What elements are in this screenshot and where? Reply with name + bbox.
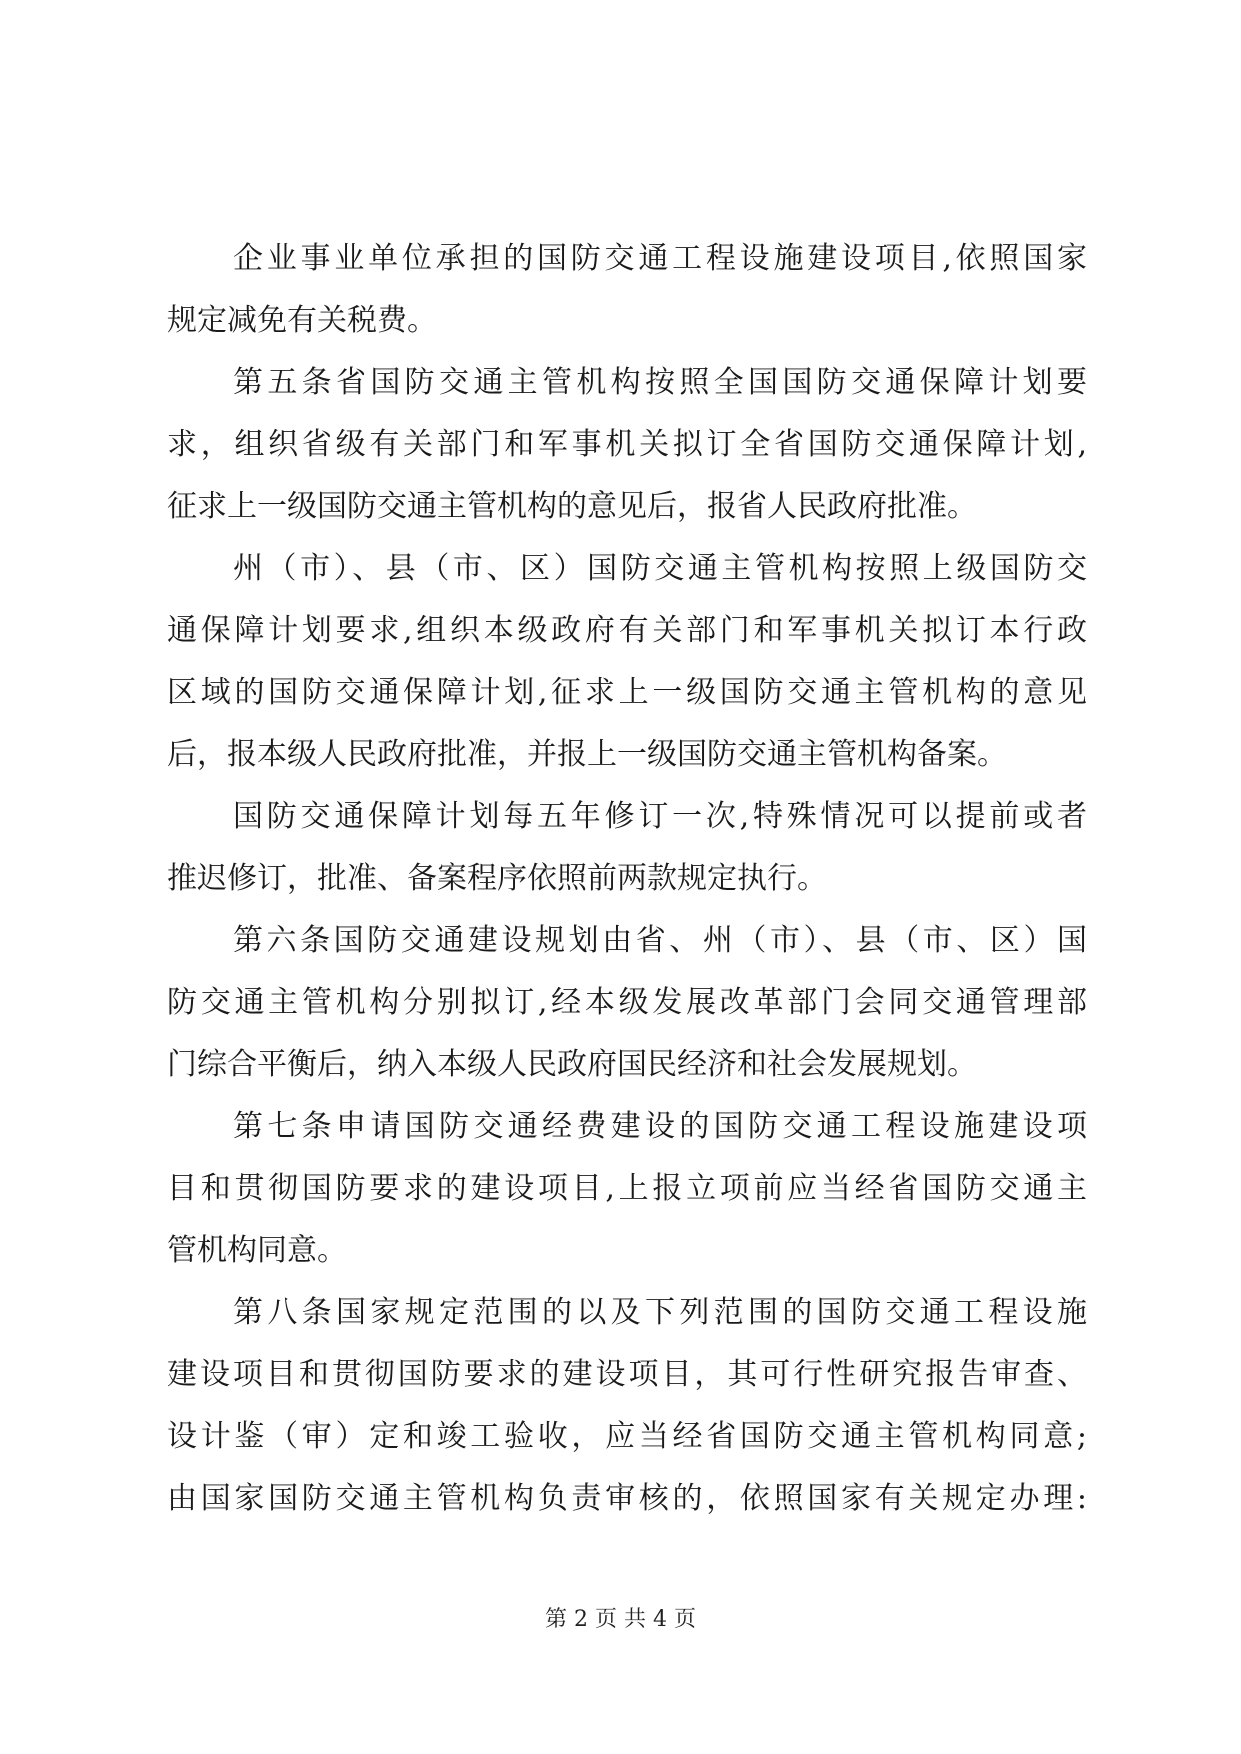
text-line: 第八条国家规定范围的以及下列范围的国防交通工程设施 [233, 1295, 1087, 1330]
text-line: 求，组织省级有关部门和军事机关拟订全省国防交通保障计划, [167, 427, 1087, 462]
text-line: 通保障计划要求,组织本级政府有关部门和军事机关拟订本行政 [167, 613, 1087, 648]
text-line: 国防交通保障计划每五年修订一次,特殊情况可以提前或者 [233, 799, 1087, 834]
text-line: 防交通主管机构分别拟订,经本级发展改革部门会同交通管理部 [167, 985, 1087, 1020]
text-line: 第五条省国防交通主管机构按照全国国防交通保障计划要 [233, 365, 1087, 400]
text-line: 企业事业单位承担的国防交通工程设施建设项目,依照国家 [233, 241, 1087, 276]
text-line: 规定减免有关税费。 [167, 303, 437, 338]
text-line: 由国家国防交通主管机构负责审核的，依照国家有关规定办理: [167, 1481, 1087, 1516]
text-line: 管机构同意。 [167, 1233, 347, 1268]
text-line: 门综合平衡后，纳入本级人民政府国民经济和社会发展规划。 [167, 1047, 977, 1082]
text-line: 第七条申请国防交通经费建设的国防交通工程设施建设项 [233, 1109, 1087, 1144]
text-line: 目和贯彻国防要求的建设项目,上报立项前应当经省国防交通主 [167, 1171, 1087, 1206]
page-footer: 第 2 页 共 4 页 [545, 1607, 696, 1632]
text-line: 后，报本级人民政府批准，并报上一级国防交通主管机构备案。 [167, 737, 1007, 772]
text-line: 区域的国防交通保障计划,征求上一级国防交通主管机构的意见 [167, 675, 1087, 710]
document-body [167, 228, 1087, 1530]
text-line: 征求上一级国防交通主管机构的意见后，报省人民政府批准。 [167, 489, 977, 524]
text-line: 推迟修订，批准、备案程序依照前两款规定执行。 [167, 861, 827, 896]
text-line: 建设项目和贯彻国防要求的建设项目，其可行性研究报告审查、 [167, 1357, 1087, 1392]
text-line: 设计鉴（审）定和竣工验收，应当经省国防交通主管机构同意; [167, 1419, 1087, 1454]
text-line: 州（市）、县（市、区）国防交通主管机构按照上级国防交 [233, 551, 1087, 586]
text-line: 第六条国防交通建设规划由省、州（市）、县（市、区）国 [233, 923, 1087, 958]
